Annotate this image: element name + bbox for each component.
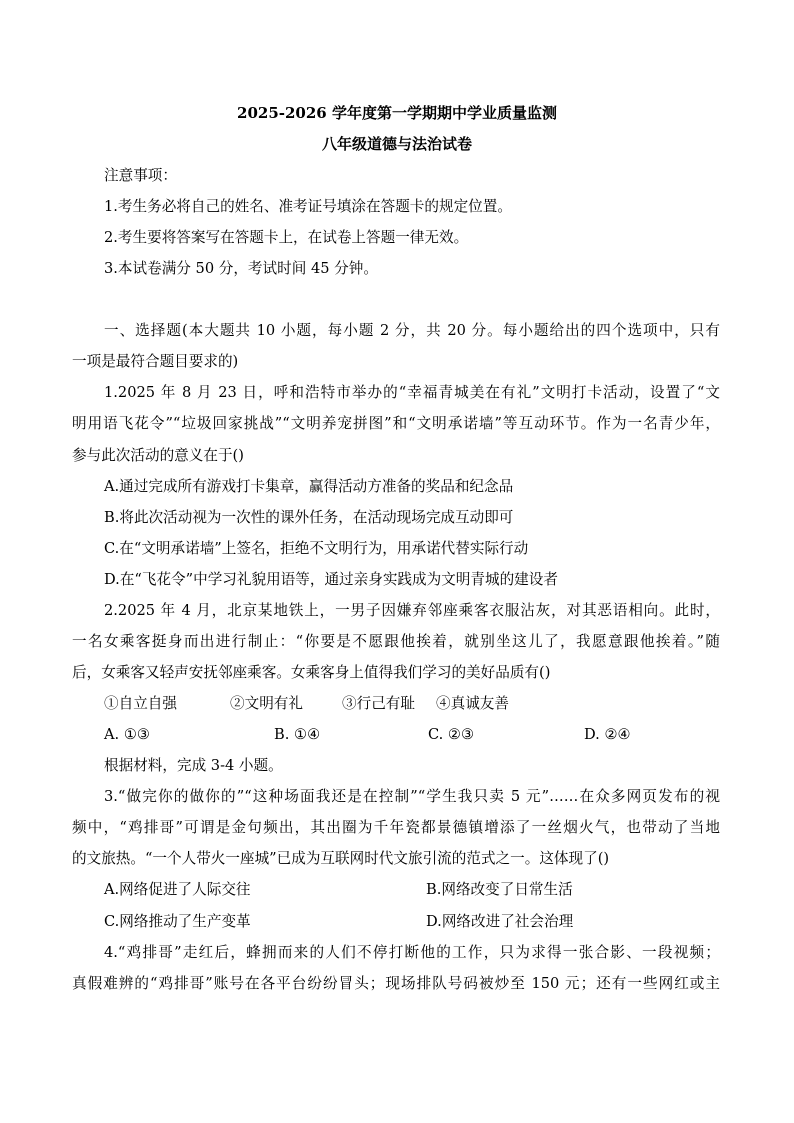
q1-stem: 1.2025 年 8 月 23 日，呼和浩特市举办的“幸福青城美在有礼”文明打卡活动，设置了“文 bbox=[104, 384, 720, 401]
exam-title: 2025-2026 学年度第一学期期中学业质量监测 bbox=[237, 104, 557, 122]
notice-item: 2.考生要将答案写在答题卡上，在试卷上答题一律无效。 bbox=[104, 229, 469, 246]
q2-stem: 后，女乘客又轻声安抚邻座乘客。女乘客身上值得我们学习的美好品质有() bbox=[72, 664, 551, 681]
q3-stem: 频中，“鸡排哥”可谓是金句频出，其出圈为千年瓷都景德镇增添了一丝烟火气，也带动了当地 bbox=[72, 819, 720, 836]
q2-item: ①自立自强 bbox=[104, 695, 177, 712]
q3-stem: 3.“做完你的做你的”“这种场面我还是在控制”“学生我只卖 5 元”……在众多网页发布的视 bbox=[104, 788, 720, 805]
q2-item: ③行己有耻 bbox=[342, 695, 415, 712]
q3-option-c: C.网络推动了生产变革 bbox=[104, 913, 251, 930]
q1-option-d: D.在“飞花令”中学习礼貌用语等，通过亲身实践成为文明青城的建设者 bbox=[104, 571, 558, 588]
q2-item: ②文明有礼 bbox=[230, 695, 303, 712]
q1-option-a: A.通过完成所有游戏打卡集章，赢得活动方准备的奖品和纪念品 bbox=[104, 478, 514, 495]
q2-stem: 2.2025 年 4 月，北京某地铁上，一男子因嫌弃邻座乘客衣服沾灰，对其恶语相向。此时， bbox=[104, 602, 720, 619]
q2-option-a: A. ①③ bbox=[104, 726, 150, 743]
q3-option-d: D.网络改进了社会治理 bbox=[426, 913, 574, 930]
q4-stem: 真假难辨的“鸡排哥”账号在各平台纷纷冒头；现场排队号码被炒至 150 元；还有一些网红或主 bbox=[72, 975, 720, 992]
notice-item: 3.本试卷满分 50 分，考试时间 45 分钟。 bbox=[104, 260, 378, 277]
q1-option-b: B.将此次活动视为一次性的课外任务，在活动现场完成互动即可 bbox=[104, 509, 514, 526]
section-heading: 一、选择题(本大题共 10 小题，每小题 2 分，共 20 分。每小题给出的四个选项中，只有 bbox=[104, 322, 720, 339]
q2-stem: 一名女乘客挺身而出进行制止：“你要是不愿跟他挨着，就别坐这儿了，我愿意跟他挨着。”随 bbox=[72, 633, 720, 650]
q3-option-b: B.网络改变了日常生活 bbox=[426, 881, 573, 898]
q2-option-c: C. ②③ bbox=[428, 726, 475, 743]
q3-stem: 的文旅热。“一个人带火一座城”已成为互联网时代文旅引流的范式之一。这体现了() bbox=[72, 850, 610, 867]
exam-subtitle: 八年级道德与法治试卷 bbox=[321, 135, 472, 153]
notice-heading: 注意事项： bbox=[104, 167, 177, 184]
q2-item: ④真诚友善 bbox=[436, 695, 509, 712]
q4-stem: 4.“鸡排哥”走红后，蜂拥而来的人们不停打断他的工作，只为求得一张合影、一段视频； bbox=[104, 944, 720, 961]
q3-option-a: A.网络促进了人际交往 bbox=[104, 881, 251, 898]
q1-stem: 明用语飞花令”“垃圾回家挑战”“文明养宠拼图”和“文明承诺墙”等互动环节。作为一名青少年， bbox=[72, 415, 720, 432]
q2-option-d: D. ②④ bbox=[584, 726, 631, 743]
q2-option-b: B. ①④ bbox=[274, 726, 321, 743]
q1-stem: 参与此次活动的意义在于() bbox=[72, 447, 244, 464]
material-note: 根据材料，完成 3-4 小题。 bbox=[104, 757, 283, 774]
q1-option-c: C.在“文明承诺墙”上签名，拒绝不文明行为，用承诺代替实际行动 bbox=[104, 540, 529, 557]
notice-item: 1.考生务必将自己的姓名、准考证号填涂在答题卡的规定位置。 bbox=[104, 198, 512, 215]
section-heading-cont: 一项是最符合题目要求的) bbox=[72, 353, 239, 370]
